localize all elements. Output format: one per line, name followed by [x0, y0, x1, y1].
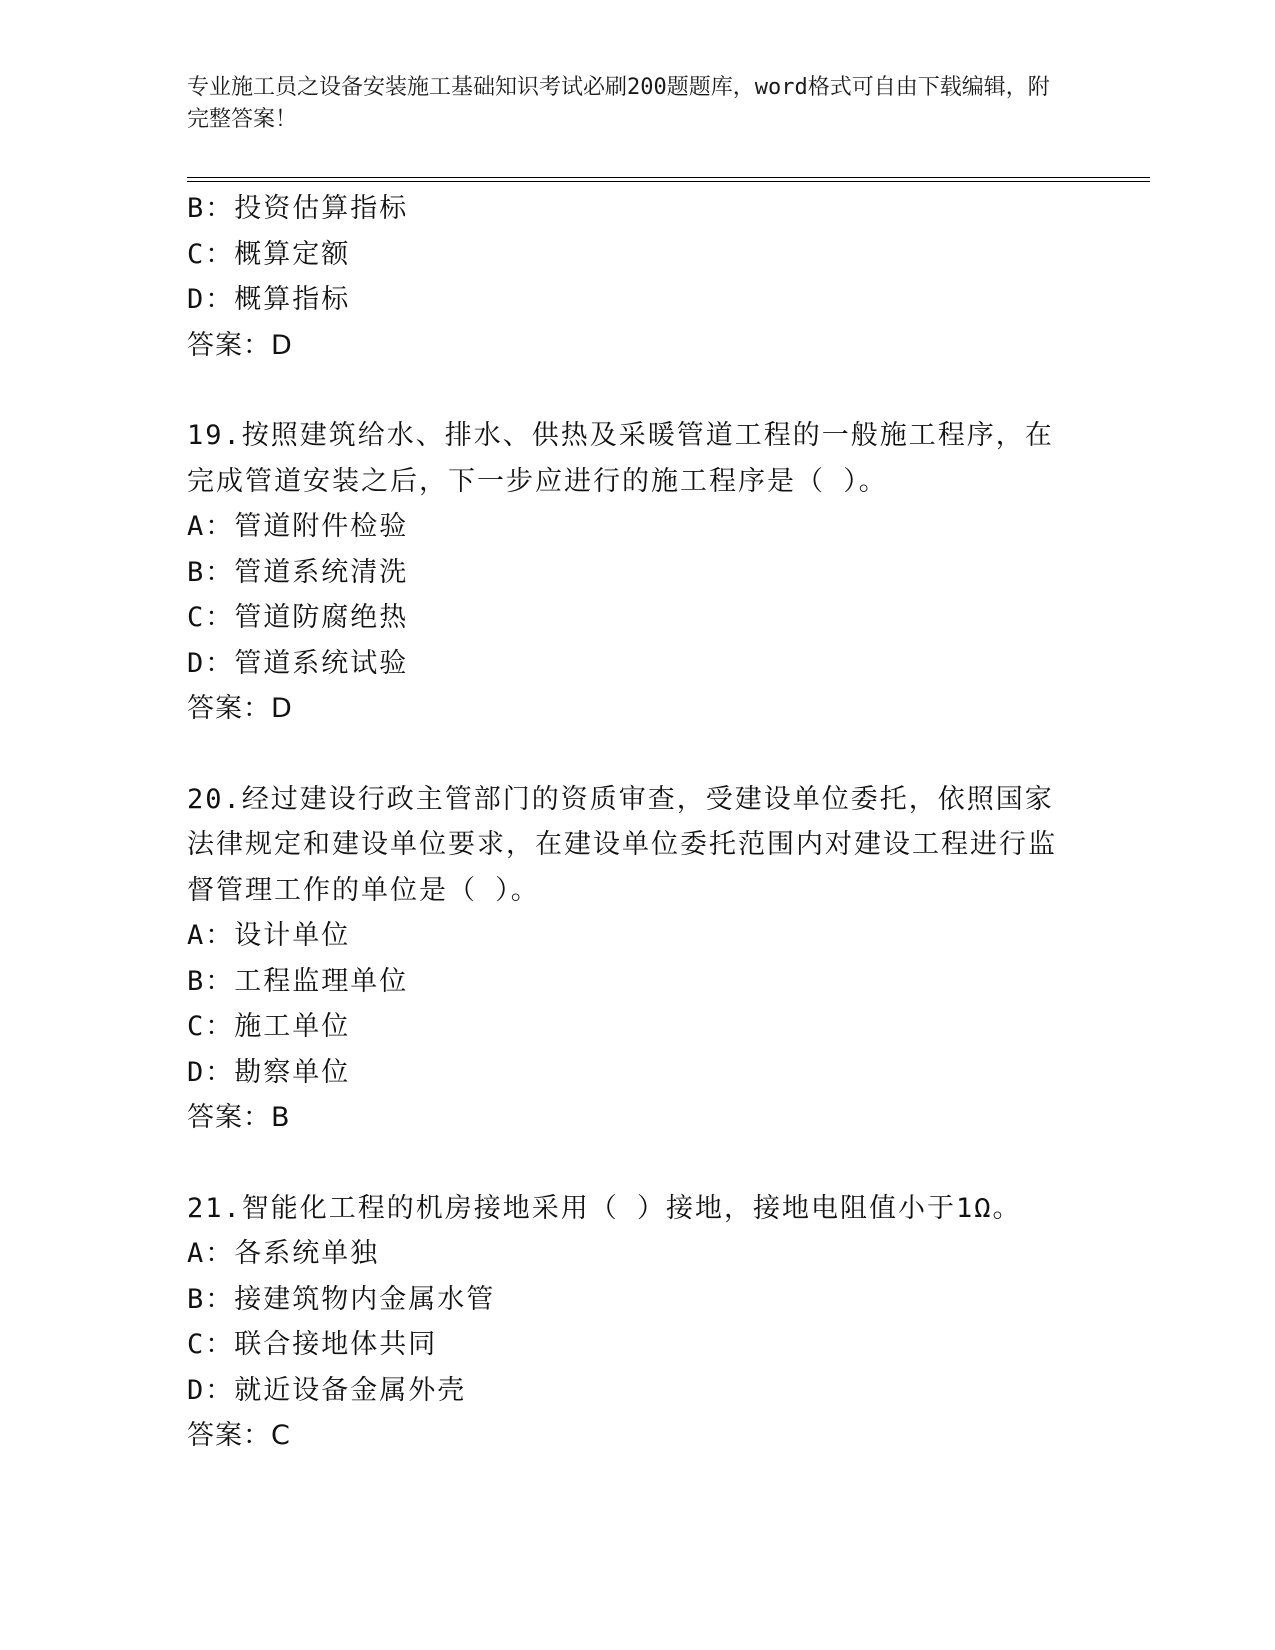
answer: 答案：D [187, 329, 293, 361]
question-20 [187, 777, 1087, 1141]
option-b: B：接建筑物内金属水管 [187, 1283, 496, 1315]
document-header [187, 72, 1067, 136]
question-list [187, 186, 1087, 1459]
question-text: 21.智能化工程的机房接地采用（ ）接地，接地电阻值小于1Ω。 [187, 1192, 1022, 1224]
document-title: 专业施工员之设备安装施工基础知识考试必刷200题题库，word格式可自由下载编辑，附完整答案！ [187, 75, 1050, 132]
option-d: D：概算指标 [187, 284, 351, 315]
option-d: D：管道系统试验 [187, 647, 409, 679]
option-c: C：管道防腐绝热 [187, 602, 409, 633]
question-21 [187, 1186, 1087, 1459]
option-a: A：各系统单独 [187, 1238, 380, 1269]
option-b: B：工程监理单位 [187, 965, 409, 997]
option-a: A：管道附件检验 [187, 511, 409, 542]
answer: 答案：B [187, 1102, 291, 1133]
answer: 答案：D [187, 693, 293, 724]
option-c: C：概算定额 [187, 238, 351, 270]
question-text: 19.按照建筑给水、排水、供热及采暖管道工程的一般施工程序，在完成管道安装之后，下一步应进行的施工程序是（ ）。 [187, 420, 1054, 497]
option-a: A：设计单位 [187, 920, 351, 951]
option-c: C：施工单位 [187, 1011, 351, 1042]
option-d: D：勘察单位 [187, 1056, 351, 1088]
question-19 [187, 413, 1087, 732]
option-c: C：联合接地体共同 [187, 1329, 438, 1360]
answer: 答案：C [187, 1420, 291, 1451]
option-d: D：就近设备金属外壳 [187, 1374, 467, 1406]
question-continued [187, 186, 1087, 368]
option-b: B：投资估算指标 [187, 193, 409, 224]
header-divider [187, 177, 1150, 182]
question-text: 20.经过建设行政主管部门的资质审查，受建设单位委托，依照国家法律规定和建设单位要求，在建设单位委托范围内对建设工程进行监督管理工作的单位是（ ）。 [187, 783, 1057, 906]
option-b: B：管道系统清洗 [187, 556, 409, 588]
